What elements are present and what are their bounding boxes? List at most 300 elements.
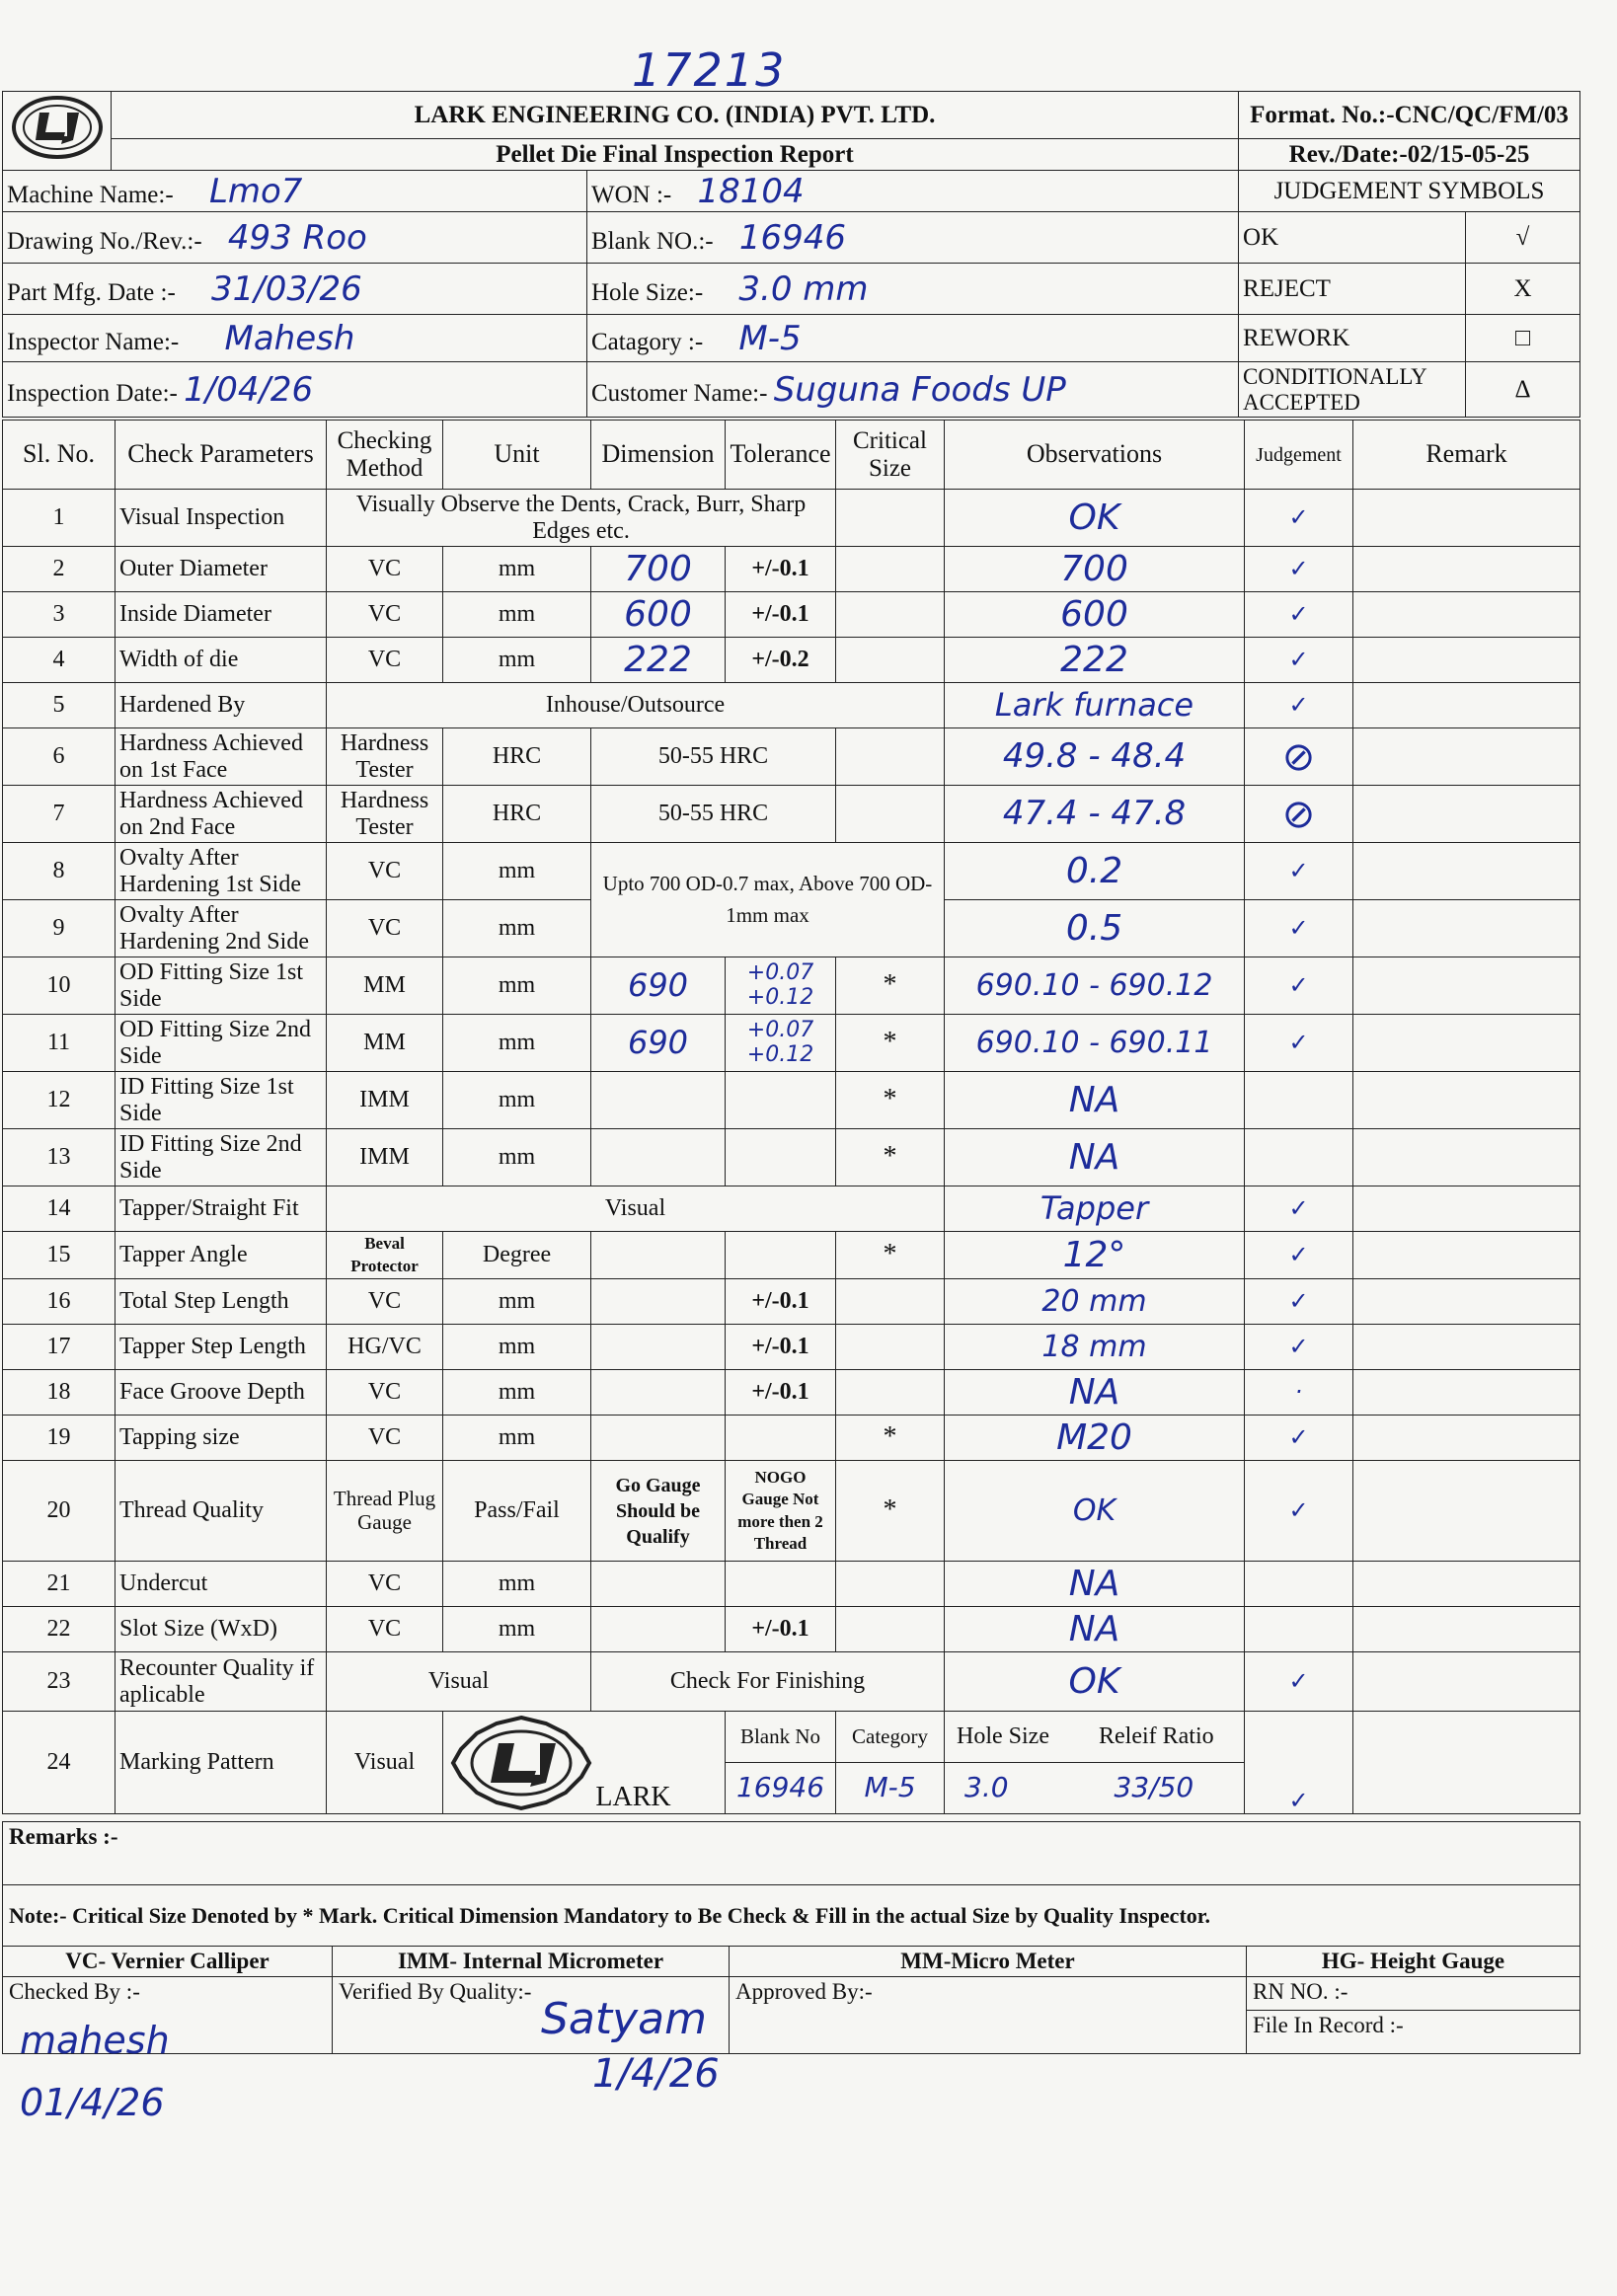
judgement-symbols-title: JUDGEMENT SYMBOLS [1239,171,1580,212]
company-logo-cell [3,92,112,171]
judgement-mark: ✓ [1245,1325,1353,1370]
judgement-mark [1245,1562,1353,1607]
tolerance: +/-0.2 [726,638,836,683]
judgement-mark: ✓ [1245,1015,1353,1072]
marking-sub-header [945,1712,1245,1763]
table-row [3,1279,1580,1325]
customer-cell [587,362,1239,418]
remark [1353,1562,1580,1607]
legend-imm: IMM- Internal Micrometer [333,1947,730,1977]
remark [1353,1370,1580,1416]
document-number: 17213 [632,43,787,97]
observation: NA [945,1072,1245,1129]
sl-no: 6 [3,728,116,786]
remark [1353,592,1580,638]
part-mfg-cell [3,264,587,315]
table-header-row [3,421,1580,490]
observation: 700 [945,547,1245,592]
judgement-mark: ✓ [1245,1712,1353,1814]
symbol-label-conditional: CONDITIONALLY ACCEPTED [1239,362,1466,418]
sl-no: 19 [3,1416,116,1461]
checking-method: VC [327,1607,443,1652]
tolerance: +/-0.1 [726,1370,836,1416]
tolerance: +0.07 +0.12 [726,957,836,1015]
table-row [3,1232,1580,1279]
observation: NA [945,1370,1245,1416]
footer-table [2,1821,1580,2054]
critical-size: * [836,1461,945,1562]
unit: mm [443,638,591,683]
format-no: Format. No.:-CNC/QC/FM/03 [1239,92,1580,139]
dimension [591,1325,726,1370]
table-row [3,1072,1580,1129]
customer-value: Suguna Foods UP [773,369,1066,410]
unit: mm [443,1416,591,1461]
tolerance [726,1129,836,1186]
table-row [3,1562,1580,1607]
checking-method: VC [327,843,443,900]
sl-no: 2 [3,547,116,592]
unit: mm [443,1370,591,1416]
check-parameter: Ovalty After Hardening 2nd Side [116,900,327,957]
critical-size [836,1370,945,1416]
dimension [591,1370,726,1416]
unit: Pass/Fail [443,1461,591,1562]
blank-no-cell [587,212,1239,264]
remark [1353,843,1580,900]
check-parameter: Thread Quality [116,1461,327,1562]
legend-hg: HG- Height Gauge [1247,1947,1580,1977]
verified-by: Verified By Quality:- [333,1977,730,2054]
company-name: LARK ENGINEERING CO. (INDIA) PVT. LTD. [112,92,1239,139]
drawing-cell [3,212,587,264]
hole-size-label: Hole Size:- [591,278,704,306]
inspector-value: Mahesh [224,318,355,358]
check-parameter: Marking Pattern [116,1712,327,1814]
remark [1353,683,1580,728]
table-row [3,1325,1580,1370]
check-parameter: OD Fitting Size 1st Side [116,957,327,1015]
critical-size: * [836,1232,945,1279]
table-row [3,1607,1580,1652]
critical-size [836,592,945,638]
header-table [2,91,1580,418]
observation: NA [945,1129,1245,1186]
col-header: Observations [945,421,1245,490]
checked-by: Checked By :- [3,1977,333,2054]
inspection-date-label: Inspection Date:- [7,379,178,407]
symbol-ok: √ [1466,212,1580,264]
critical-size [836,1325,945,1370]
dimension [591,1232,726,1279]
observation: 690.10 - 690.11 [945,1015,1245,1072]
table-row [3,786,1580,843]
remark [1353,1607,1580,1652]
judgement-mark: ✓ [1245,592,1353,638]
legend-mm: MM-Micro Meter [730,1947,1247,1977]
category-value: M-5 [738,318,802,358]
observation: Lark furnace [945,683,1245,728]
check-parameter: OD Fitting Size 2nd Side [116,1015,327,1072]
critical-size [836,1562,945,1607]
tolerance: +/-0.1 [726,547,836,592]
hardness-spec: 50-55 HRC [591,786,836,843]
critical-size [836,638,945,683]
critical-size [836,1279,945,1325]
observation: 12° [945,1232,1245,1279]
remark [1353,786,1580,843]
hole-size-value: 3.0 mm [738,268,869,309]
legend-vc: VC- Vernier Calliper [3,1947,333,1977]
unit: mm [443,1325,591,1370]
unit: mm [443,547,591,592]
hardness-spec: 50-55 HRC [591,728,836,786]
remark [1353,1325,1580,1370]
checking-method: VC [327,638,443,683]
check-parameter: Recounter Quality if aplicable [116,1652,327,1712]
table-row [3,957,1580,1015]
judgement-mark [1245,1129,1353,1186]
judgement-mark: ⊘ [1245,728,1353,786]
remarks-label: Remarks :- [3,1822,1580,1885]
sl-no: 18 [3,1370,116,1416]
unit: mm [443,900,591,957]
judgement-mark: ✓ [1245,547,1353,592]
critical-size: * [836,1015,945,1072]
symbol-label-ok: OK [1239,212,1466,264]
unit: mm [443,1562,591,1607]
remark [1353,957,1580,1015]
marking-hole-size: 3.0 [964,1770,1009,1803]
col-header: Dimension [591,421,726,490]
remark [1353,1652,1580,1712]
observation: 47.4 - 47.8 [945,786,1245,843]
sl-no: 7 [3,786,116,843]
judgement-mark: ✓ [1245,683,1353,728]
check-parameter: ID Fitting Size 1st Side [116,1072,327,1129]
check-parameter: Total Step Length [116,1279,327,1325]
checking-method: Hardness Tester [327,728,443,786]
dimension [591,1129,726,1186]
check-parameter: Hardness Achieved on 1st Face [116,728,327,786]
observation: 690.10 - 690.12 [945,957,1245,1015]
dimension [591,1072,726,1129]
blank-no-label: Blank NO.:- [591,227,714,255]
symbol-reject: X [1466,264,1580,315]
critical-size: * [836,1129,945,1186]
unit: mm [443,957,591,1015]
observation: 0.2 [945,843,1245,900]
remark [1353,1072,1580,1129]
symbol-conditional: Δ [1466,362,1580,418]
col-header: Critical Size [836,421,945,490]
critical-size [836,1607,945,1652]
judgement-mark [1245,1607,1353,1652]
report-title: Pellet Die Final Inspection Report [112,139,1239,171]
checking-method: Visual [327,1712,443,1814]
sl-no: 12 [3,1072,116,1129]
tolerance [726,1416,836,1461]
checking-method: VC [327,1562,443,1607]
check-parameter: Inside Diameter [116,592,327,638]
sl-no: 23 [3,1652,116,1712]
checking-method: Beval Protector [327,1232,443,1279]
col-header: Check Parameters [116,421,327,490]
dimension: 222 [591,638,726,683]
remark [1353,490,1580,547]
check-parameter: Tapping size [116,1416,327,1461]
observation: NA [945,1607,1245,1652]
remark [1353,638,1580,683]
checking-method: Thread Plug Gauge [327,1461,443,1562]
table-row [3,1186,1580,1232]
sl-no: 5 [3,683,116,728]
sl-no: 9 [3,900,116,957]
check-parameter: Tapper Angle [116,1232,327,1279]
tolerance: +/-0.1 [726,592,836,638]
checking-method: IMM [327,1072,443,1129]
symbol-label-rework: REWORK [1239,315,1466,362]
category-label: Category [836,1712,945,1763]
dimension: 690 [591,1015,726,1072]
blank-no-label: Blank No [726,1712,836,1763]
table-row [3,1712,1580,1763]
col-header: Judgement [1245,421,1353,490]
inspector-label: Inspector Name:- [7,328,180,355]
observation: 0.5 [945,900,1245,957]
observation: OK [945,1461,1245,1562]
marking-logo-icon [447,1714,595,1812]
table-row [3,843,1580,900]
tolerance: +/-0.1 [726,1607,836,1652]
critical-size: * [836,1416,945,1461]
sl-no: 1 [3,490,116,547]
observation: M20 [945,1416,1245,1461]
finishing-spec: Check For Finishing [591,1652,945,1712]
critical-size: * [836,1072,945,1129]
observation: 20 mm [945,1279,1245,1325]
unit: mm [443,592,591,638]
judgement-mark: ✓ [1245,1232,1353,1279]
remark [1353,1015,1580,1072]
hole-size-cell [587,264,1239,315]
drawing-label: Drawing No./Rev.:- [7,227,202,255]
check-parameter: Face Groove Depth [116,1370,327,1416]
critical-note: Note:- Critical Size Denoted by * Mark. Critical Dimension Mandatory to Be Check & Fill in the actual Size by Quality Inspector. [3,1885,1580,1947]
critical-size: * [836,957,945,1015]
check-parameter: Undercut [116,1562,327,1607]
col-header: Sl. No. [3,421,116,490]
checking-method: VC [327,1416,443,1461]
machine-name-value: Lmo7 [208,171,303,211]
drawing-value: 493 Roo [227,217,367,258]
checking-method: MM [327,957,443,1015]
tolerance: +/-0.1 [726,1325,836,1370]
col-header: Checking Method [327,421,443,490]
unit: mm [443,1607,591,1652]
critical-size [836,728,945,786]
observation: 600 [945,592,1245,638]
dimension: 600 [591,592,726,638]
unit: HRC [443,786,591,843]
inspector-cell [3,315,587,362]
company-logo-icon [10,93,105,162]
tolerance: +0.07 +0.12 [726,1015,836,1072]
unit: Degree [443,1232,591,1279]
part-mfg-value: 31/03/26 [211,268,362,309]
table-row [3,547,1580,592]
merged-spec: Visually Observe the Dents, Crack, Burr, Sharp Edges etc. [327,490,836,547]
hole-size-label: Hole Size [957,1723,1049,1750]
dimension: 690 [591,957,726,1015]
remark [1353,728,1580,786]
judgement-mark: ✓ [1245,843,1353,900]
sl-no: 4 [3,638,116,683]
marking-values [945,1763,1245,1814]
check-parameter: Slot Size (WxD) [116,1607,327,1652]
remark [1353,1232,1580,1279]
tolerance: NOGO Gauge Not more then 2 Thread [726,1461,836,1562]
symbol-rework: □ [1466,315,1580,362]
relief-ratio-label: Releif Ratio [1098,1723,1214,1750]
col-header: Tolerance [726,421,836,490]
unit: mm [443,1279,591,1325]
check-parameter: Tapper/Straight Fit [116,1186,327,1232]
judgement-mark: ✓ [1245,1186,1353,1232]
observation: 222 [945,638,1245,683]
observation: OK [945,490,1245,547]
dimension [591,1562,726,1607]
marking-category: M-5 [836,1763,945,1814]
marking-logo-cell [443,1712,726,1814]
table-row [3,1461,1580,1562]
col-header: Remark [1353,421,1580,490]
checking-method: VC [327,547,443,592]
check-parameter: Hardness Achieved on 2nd Face [116,786,327,843]
checked-signature: mahesh [20,2019,170,2062]
remark [1353,1279,1580,1325]
verified-date: 1/4/26 [592,2051,720,2097]
merged-spec: Inhouse/Outsource [327,683,945,728]
sl-no: 14 [3,1186,116,1232]
marking-relief-ratio: 33/50 [1114,1770,1194,1803]
part-mfg-label: Part Mfg. Date :- [7,278,176,306]
checking-method: VC [327,900,443,957]
unit: mm [443,1072,591,1129]
tolerance: +/-0.1 [726,1279,836,1325]
remark [1353,1461,1580,1562]
judgement-mark: ⊘ [1245,786,1353,843]
won-cell [587,171,1239,212]
file-in-record: File In Record :- [1247,2011,1580,2054]
checking-method: VC [327,1279,443,1325]
dimension [591,1607,726,1652]
sl-no: 22 [3,1607,116,1652]
remark [1353,1712,1580,1814]
verified-signature: Satyam [541,1994,708,2044]
col-header: Unit [443,421,591,490]
observation: NA [945,1562,1245,1607]
observation: 49.8 - 48.4 [945,728,1245,786]
judgement-mark: ✓ [1245,638,1353,683]
tolerance [726,1562,836,1607]
check-parameter: ID Fitting Size 2nd Side [116,1129,327,1186]
dimension [591,1279,726,1325]
dimension: Go Gauge Should be Qualify [591,1461,726,1562]
remark [1353,1186,1580,1232]
checking-method: Hardness Tester [327,786,443,843]
sl-no: 11 [3,1015,116,1072]
sl-no: 3 [3,592,116,638]
judgement-mark: ✓ [1245,1461,1353,1562]
table-row [3,1652,1580,1712]
checking-method: IMM [327,1129,443,1186]
table-row [3,490,1580,547]
judgement-mark: ✓ [1245,1416,1353,1461]
machine-name-label: Machine Name:- [7,181,174,208]
unit: mm [443,1129,591,1186]
sl-no: 13 [3,1129,116,1186]
table-row [3,728,1580,786]
sl-no: 10 [3,957,116,1015]
table-row [3,592,1580,638]
remark [1353,900,1580,957]
remark [1353,1129,1580,1186]
critical-size [836,490,945,547]
symbol-label-reject: REJECT [1239,264,1466,315]
machine-name-cell [3,171,587,212]
checking-method: MM [327,1015,443,1072]
remark [1353,1416,1580,1461]
judgement-mark [1245,1072,1353,1129]
table-row [3,683,1580,728]
rn-no: RN NO. :- [1247,1977,1580,2011]
remark [1353,547,1580,592]
checking-method: Visual [327,1652,591,1712]
judgement-mark: ✓ [1245,957,1353,1015]
sl-no: 16 [3,1279,116,1325]
check-parameter: Hardened By [116,683,327,728]
dimension [591,1416,726,1461]
observation: 18 mm [945,1325,1245,1370]
critical-size [836,547,945,592]
inspection-date-value: 1/04/26 [184,369,314,410]
checking-method: VC [327,592,443,638]
check-parameter: Ovalty After Hardening 1st Side [116,843,327,900]
table-row [3,1416,1580,1461]
critical-size [836,786,945,843]
judgement-mark: · [1245,1370,1353,1416]
checking-method: HG/VC [327,1325,443,1370]
category-label: Catagory :- [591,328,704,355]
check-parameter: Width of die [116,638,327,683]
table-row [3,1129,1580,1186]
unit: mm [443,1015,591,1072]
won-label: WON :- [591,181,672,208]
sl-no: 15 [3,1232,116,1279]
checking-method: VC [327,1370,443,1416]
inspection-date-cell [3,362,587,418]
checked-date: 01/4/26 [20,2081,165,2124]
judgement-mark: ✓ [1245,1652,1353,1712]
observation: Tapper [945,1186,1245,1232]
rev-date: Rev./Date:-02/15-05-25 [1239,139,1580,171]
check-parameter: Tapper Step Length [116,1325,327,1370]
check-parameter: Visual Inspection [116,490,327,547]
dimension: 700 [591,547,726,592]
sl-no: 20 [3,1461,116,1562]
blank-no-value: 16946 [738,217,847,258]
